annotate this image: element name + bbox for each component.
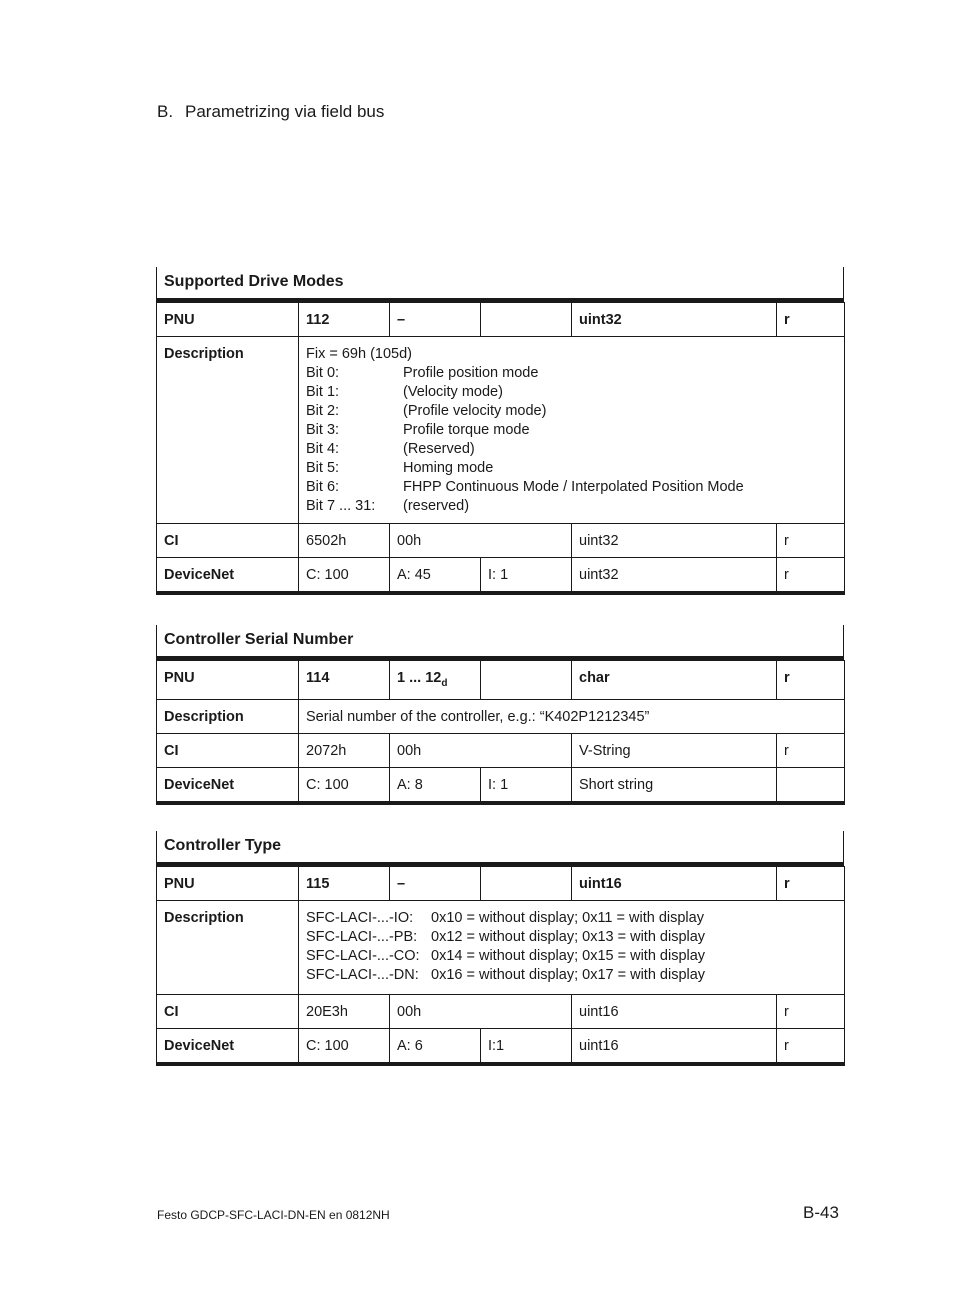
- bit-line: Bit 3: Profile torque mode: [306, 422, 530, 438]
- ci-label: CI: [157, 524, 299, 558]
- footer-document-id: Festo GDCP-SFC-LACI-DN-EN en 0812NH: [157, 1208, 390, 1222]
- variant-line: SFC-LACI-...-IO: 0x10 = without display; 0x11 = with display: [306, 910, 704, 926]
- pnu-access: r: [777, 867, 845, 901]
- devicenet-attribute: A: 45: [390, 558, 481, 594]
- devicenet-instance: I: 1: [481, 767, 572, 803]
- bit-line: Bit 2: (Profile velocity mode): [306, 403, 547, 419]
- ci-subindex: 00h: [390, 524, 572, 558]
- devicenet-label: DeviceNet: [157, 767, 299, 803]
- pnu-subindex: –: [390, 303, 481, 337]
- ci-label: CI: [157, 995, 299, 1029]
- devicenet-type: uint16: [572, 1029, 777, 1065]
- bit-line: Bit 4: (Reserved): [306, 441, 475, 457]
- ci-index: 20E3h: [299, 995, 390, 1029]
- pnu-value: 112: [299, 303, 390, 337]
- description-label: Description: [157, 337, 299, 524]
- description-row: [157, 699, 845, 733]
- devicenet-label: DeviceNet: [157, 558, 299, 594]
- devicenet-row: [157, 558, 845, 594]
- pnu-empty: [481, 661, 572, 700]
- pnu-value: 115: [299, 867, 390, 901]
- table-supported-drive-modes: [156, 267, 844, 595]
- devicenet-row: [157, 1029, 845, 1065]
- section-number: B.: [157, 102, 174, 121]
- pnu-label: PNU: [157, 303, 299, 337]
- pnu-row: [157, 867, 845, 901]
- variant-line: SFC-LACI-...-PB: 0x12 = without display; 0x13 = with display: [306, 929, 706, 945]
- ci-type: uint16: [572, 995, 777, 1029]
- pnu-type: char: [572, 661, 777, 700]
- ci-row: [157, 524, 845, 558]
- bit-line: Bit 7 ... 31: (reserved): [306, 498, 470, 514]
- description-content: Serial number of the controller, e.g.: “K402P1212345”: [299, 699, 845, 733]
- ci-row: [157, 995, 845, 1029]
- page-number: B-43: [803, 1203, 839, 1222]
- pnu-access: r: [777, 661, 845, 700]
- devicenet-type: Short string: [572, 767, 777, 803]
- bit-line: Bit 6: FHPP Continuous Mode / Interpolated Position Mode: [306, 479, 744, 495]
- bit-line: Bit 1: (Velocity mode): [306, 384, 503, 400]
- pnu-row: [157, 303, 845, 337]
- devicenet-instance: I:1: [481, 1029, 572, 1065]
- variant-line: SFC-LACI-...-DN: 0x16 = without display; 0x17 = with display: [306, 967, 706, 983]
- description-content: [299, 901, 845, 995]
- ci-type: uint32: [572, 524, 777, 558]
- devicenet-attribute: A: 6: [390, 1029, 481, 1065]
- devicenet-row: [157, 767, 845, 803]
- table-title: Controller Serial Number: [156, 625, 844, 660]
- devicenet-access: r: [777, 1029, 845, 1065]
- pnu-label: PNU: [157, 867, 299, 901]
- ci-type: V-String: [572, 733, 777, 767]
- description-content: [299, 337, 845, 524]
- table-title: Supported Drive Modes: [156, 267, 844, 302]
- variant-line: SFC-LACI-...-CO: 0x14 = without display; 0x15 = with display: [306, 948, 706, 964]
- pnu-access: r: [777, 303, 845, 337]
- pnu-type: uint32: [572, 303, 777, 337]
- bit-line: Bit 0: Profile position mode: [306, 365, 539, 381]
- pnu-empty: [481, 303, 572, 337]
- devicenet-attribute: A: 8: [390, 767, 481, 803]
- table-controller-type: [156, 831, 844, 1066]
- devicenet-access: [777, 767, 845, 803]
- description-label: Description: [157, 901, 299, 995]
- ci-access: r: [777, 995, 845, 1029]
- description-label: Description: [157, 699, 299, 733]
- devicenet-instance: I: 1: [481, 558, 572, 594]
- pnu-label: PNU: [157, 661, 299, 700]
- table-controller-serial-number: [156, 625, 844, 805]
- devicenet-class: C: 100: [299, 1029, 390, 1065]
- ci-index: 2072h: [299, 733, 390, 767]
- ci-row: [157, 733, 845, 767]
- ci-access: r: [777, 733, 845, 767]
- devicenet-type: uint32: [572, 558, 777, 594]
- table-title: Controller Type: [156, 831, 844, 866]
- devicenet-class: C: 100: [299, 558, 390, 594]
- ci-access: r: [777, 524, 845, 558]
- pnu-value: 114: [299, 661, 390, 700]
- pnu-subindex: –: [390, 867, 481, 901]
- pnu-type: uint16: [572, 867, 777, 901]
- section-title: Parametrizing via field bus: [185, 102, 385, 121]
- pnu-subindex: 1 ... $12_d$: [390, 661, 481, 700]
- pnu-empty: [481, 867, 572, 901]
- description-row: [157, 901, 845, 995]
- description-row: [157, 337, 845, 524]
- ci-subindex: 00h: [390, 995, 572, 1029]
- section-header: [157, 102, 384, 122]
- ci-label: CI: [157, 733, 299, 767]
- devicenet-label: DeviceNet: [157, 1029, 299, 1065]
- devicenet-access: r: [777, 558, 845, 594]
- pnu-row: [157, 661, 845, 700]
- description-intro: Fix = 69h (105d): [306, 346, 412, 362]
- bit-line: Bit 5: Homing mode: [306, 460, 494, 476]
- devicenet-class: C: 100: [299, 767, 390, 803]
- ci-index: 6502h: [299, 524, 390, 558]
- ci-subindex: 00h: [390, 733, 572, 767]
